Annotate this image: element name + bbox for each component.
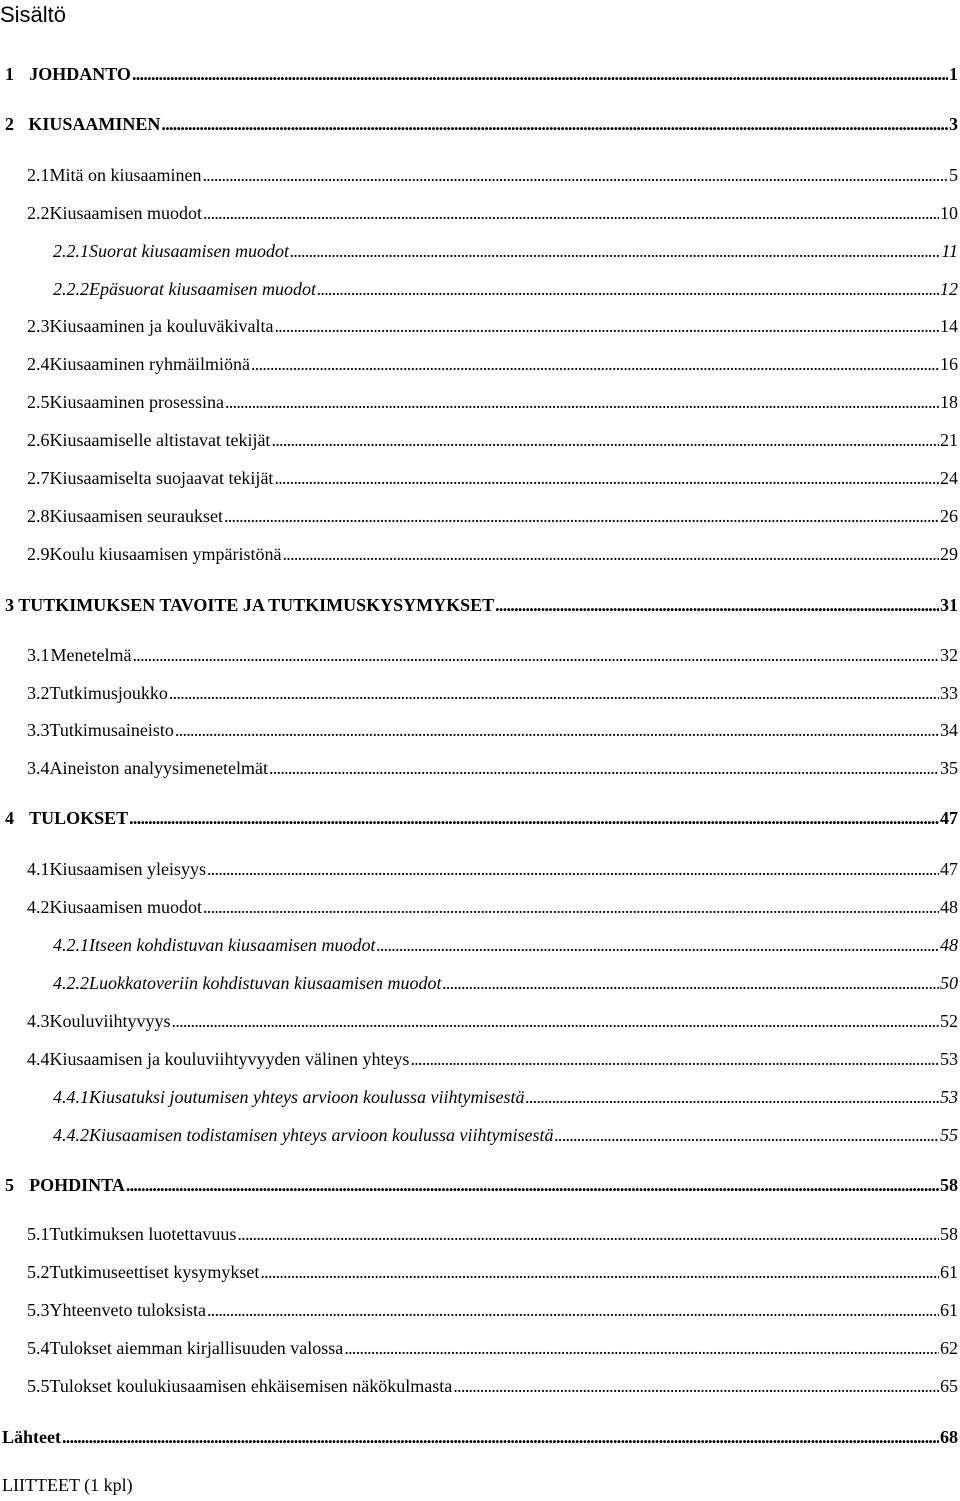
dot-leader xyxy=(237,1224,939,1245)
dot-leader xyxy=(129,808,939,829)
dot-leader xyxy=(161,114,948,135)
toc-entry[interactable] xyxy=(27,1338,958,1359)
toc-entry-page: 5 xyxy=(949,165,958,185)
dot-leader xyxy=(132,645,939,666)
toc-entry[interactable] xyxy=(27,468,958,489)
toc-entry-number: 4.4.2 xyxy=(53,1125,89,1145)
toc-entry-title: Kiusaaminen ja kouluväkivalta xyxy=(49,316,274,336)
toc-entry-page: 16 xyxy=(940,354,958,374)
toc-entry-number: 1 xyxy=(5,64,14,84)
toc-entry-page: 48 xyxy=(940,935,958,955)
toc-entry-title: Tulokset aiemman kirjallisuuden valossa xyxy=(49,1338,344,1358)
toc-entry[interactable] xyxy=(27,506,958,527)
dot-leader xyxy=(282,544,939,565)
toc-entry[interactable] xyxy=(27,392,958,413)
toc-entry-title: Kiusaaminen ryhmäilmiönä xyxy=(49,354,250,374)
toc-entry-number: 2.2.2 xyxy=(53,279,89,299)
toc-entry-number: 2.2.1 xyxy=(53,241,89,261)
toc-entry-number: 4.2.2 xyxy=(53,973,89,993)
toc-entry-number: 4 xyxy=(5,808,14,828)
toc-entry-page: 55 xyxy=(940,1125,958,1145)
toc-entry[interactable] xyxy=(5,114,958,135)
toc-entry-title: JOHDANTO xyxy=(29,64,131,84)
dot-leader xyxy=(554,1125,939,1146)
toc-entry-number: 5.1 xyxy=(27,1224,50,1244)
dot-leader xyxy=(203,897,939,918)
toc-entry-page: 31 xyxy=(940,595,958,615)
toc-entry[interactable] xyxy=(27,758,958,779)
attachments-note: LIITTEET (1 kpl) xyxy=(2,1475,133,1495)
dot-leader xyxy=(225,392,939,413)
toc-entry-title: Lähteet xyxy=(2,1427,61,1447)
toc-entry-page: 21 xyxy=(940,430,958,450)
toc-entry-page: 10 xyxy=(940,203,958,223)
toc-entry[interactable] xyxy=(27,720,958,741)
toc-entry[interactable] xyxy=(27,1376,958,1397)
toc-entry[interactable] xyxy=(27,354,958,375)
toc-entry-number: 3.1 xyxy=(27,645,50,665)
dot-leader xyxy=(260,1262,939,1283)
dot-leader xyxy=(207,1300,939,1321)
dot-leader xyxy=(344,1338,939,1359)
toc-entry[interactable] xyxy=(27,897,958,918)
toc-entry-number: 5.4 xyxy=(27,1338,50,1358)
dot-leader xyxy=(251,354,939,375)
toc-entry-number: 3 xyxy=(5,595,14,615)
toc-entry-number: 2.7 xyxy=(27,468,50,488)
toc-entry[interactable] xyxy=(2,1427,958,1448)
dot-leader xyxy=(169,683,939,704)
toc-entry-page: 58 xyxy=(940,1224,958,1244)
toc-entry-number: 2.1 xyxy=(27,165,50,185)
dot-leader xyxy=(271,430,939,451)
toc-entry-page: 53 xyxy=(940,1049,958,1069)
toc-entry-number: 2.3 xyxy=(27,316,50,336)
toc-entry-title: Kiusaamisen muodot xyxy=(49,897,202,917)
toc-entry-number: 4.4 xyxy=(27,1049,50,1069)
toc-entry-title: Luokkatoveriin kohdistuvan kiusaamisen muodot xyxy=(89,973,442,993)
toc-entry-title: Yhteenveto tuloksista xyxy=(49,1300,206,1320)
toc-entry-title: Itseen kohdistuvan kiusaamisen muodot xyxy=(89,935,376,955)
toc-entry-page: 58 xyxy=(940,1175,958,1195)
toc-entry[interactable] xyxy=(27,645,958,666)
toc-entry[interactable] xyxy=(53,1125,958,1146)
toc-entry-page: 52 xyxy=(940,1011,958,1031)
toc-entry-page: 65 xyxy=(940,1376,958,1396)
dot-leader xyxy=(290,241,940,262)
toc-entry-title: POHDINTA xyxy=(29,1175,125,1195)
toc-entry[interactable] xyxy=(53,1087,958,1108)
toc-entry[interactable] xyxy=(5,64,958,85)
dot-leader xyxy=(274,468,939,489)
toc-entry-page: 47 xyxy=(940,859,958,879)
toc-entry[interactable] xyxy=(5,595,958,616)
dot-leader xyxy=(274,316,939,337)
toc-entry-title: Kiusaamisen todistamisen yhteys arvioon koulussa viihtymisestä xyxy=(89,1125,554,1145)
toc-entry-title: Menetelmä xyxy=(50,645,132,665)
toc-entry[interactable] xyxy=(53,973,958,994)
toc-entry[interactable] xyxy=(27,316,958,337)
toc-entry-page: 11 xyxy=(941,241,958,261)
dot-leader xyxy=(207,859,939,880)
toc-entry-page: 24 xyxy=(940,468,958,488)
toc-entry-page: 62 xyxy=(940,1338,958,1358)
toc-entry-title: Suorat kiusaamisen muodot xyxy=(89,241,289,261)
toc-entry-title: Koulu kiusaamisen ympäristönä xyxy=(49,544,282,564)
toc-entry-number: 2.2 xyxy=(27,203,50,223)
toc-entry-number: 5.5 xyxy=(27,1376,50,1396)
toc-entry-page: 34 xyxy=(940,720,958,740)
toc-entry-number: 5 xyxy=(5,1175,14,1195)
toc-entry-page: 14 xyxy=(940,316,958,336)
toc-entry-number: 3.2 xyxy=(27,683,50,703)
toc-entry-number: 4.2.1 xyxy=(53,935,89,955)
toc-entry-number: 2.5 xyxy=(27,392,50,412)
dot-leader xyxy=(62,1427,939,1448)
toc-entry-number: 5.2 xyxy=(27,1262,50,1282)
dot-leader xyxy=(442,973,939,994)
toc-entry-page: 50 xyxy=(940,973,958,993)
toc-entry-page: 35 xyxy=(940,758,958,778)
toc-entry-title: Kiusaamisen muodot xyxy=(49,203,202,223)
toc-entry-number: 4.2 xyxy=(27,897,50,917)
toc-entry-number: 4.4.1 xyxy=(53,1087,89,1107)
toc-entry-number: 2.6 xyxy=(27,430,50,450)
dot-leader xyxy=(317,279,939,300)
toc-entry[interactable] xyxy=(53,241,958,262)
dot-leader xyxy=(525,1087,939,1108)
toc-entry-title: Tutkimusjoukko xyxy=(49,683,168,703)
toc-entry-page: 48 xyxy=(940,897,958,917)
toc-entry-page: 68 xyxy=(940,1427,958,1447)
dot-leader xyxy=(269,758,939,779)
toc-entry[interactable] xyxy=(27,1049,958,1070)
toc-entry[interactable] xyxy=(27,1300,958,1321)
toc-entry-title: Kouluviihtyvyys xyxy=(49,1011,171,1031)
toc-entry[interactable] xyxy=(27,203,958,224)
toc-entry-title: Kiusaamisen seuraukset xyxy=(49,506,223,526)
toc-entry-number: 2.8 xyxy=(27,506,50,526)
toc-entry[interactable] xyxy=(27,1224,958,1245)
toc-entry-page: 32 xyxy=(940,645,958,665)
toc-entry-title: Epäsuorat kiusaamisen muodot xyxy=(89,279,316,299)
dot-leader xyxy=(453,1376,939,1397)
toc-entry-title: Tutkimuseettiset kysymykset xyxy=(49,1262,260,1282)
dot-leader xyxy=(376,935,939,956)
toc-entry[interactable] xyxy=(27,1262,958,1283)
toc-entry-page: 12 xyxy=(940,279,958,299)
dot-leader xyxy=(126,1175,939,1196)
dot-leader xyxy=(175,720,939,741)
toc-entry-page: 61 xyxy=(940,1300,958,1320)
toc-entry-page: 26 xyxy=(940,506,958,526)
toc-entry[interactable] xyxy=(27,165,958,186)
toc-entry-title: Kiusaamiselta suojaavat tekijät xyxy=(49,468,274,488)
dot-leader xyxy=(224,506,939,527)
toc-entry-page: 53 xyxy=(940,1087,958,1107)
toc-entry-number: 4.1 xyxy=(27,859,50,879)
toc-entry-title: Kiusaamisen yleisyys xyxy=(49,859,206,879)
toc-entry-number: 2.9 xyxy=(27,544,50,564)
toc-entry-title: Kiusaamiselle altistavat tekijät xyxy=(49,430,271,450)
toc-entry-title: Aineiston analyysimenetelmät xyxy=(49,758,268,778)
toc-entry-page: 61 xyxy=(940,1262,958,1282)
toc-heading: Sisältö xyxy=(0,2,67,27)
toc-entry-title: Tulokset koulukiusaamisen ehkäisemisen näkökulmasta xyxy=(49,1376,453,1396)
dot-leader xyxy=(202,165,948,186)
toc-entry-page: 47 xyxy=(940,808,958,828)
toc-entry-title: Tutkimusaineisto xyxy=(49,720,174,740)
toc-entry-page: 1 xyxy=(949,64,958,84)
toc-entry[interactable] xyxy=(27,859,958,880)
dot-leader xyxy=(495,595,939,616)
toc-entry-number: 3.3 xyxy=(27,720,50,740)
toc-entry-title: KIUSAAMINEN xyxy=(28,114,161,134)
toc-entry-number: 5.3 xyxy=(27,1300,50,1320)
toc-entry[interactable] xyxy=(27,430,958,451)
toc-entry-title: TUTKIMUKSEN TAVOITE JA TUTKIMUSKYSYMYKSET xyxy=(18,595,495,615)
toc-entry-title: Kiusaaminen prosessina xyxy=(49,392,224,412)
dot-leader xyxy=(132,64,948,85)
toc-entry[interactable] xyxy=(5,1175,958,1196)
toc-entry-number: 2.4 xyxy=(27,354,50,374)
toc-entry[interactable] xyxy=(53,279,958,300)
toc-entry-number: 4.3 xyxy=(27,1011,50,1031)
toc-entry-title: Kiusaamisen ja kouluviihtyvyyden välinen yhteys xyxy=(49,1049,410,1069)
toc-entry-page: 33 xyxy=(940,683,958,703)
toc-entry-number: 2 xyxy=(5,114,14,134)
toc-entry-page: 3 xyxy=(949,114,958,134)
toc-entry[interactable] xyxy=(27,683,958,704)
toc-entry-title: Mitä on kiusaaminen xyxy=(49,165,202,185)
toc-entry-number: 3.4 xyxy=(27,758,50,778)
dot-leader xyxy=(203,203,939,224)
toc-entry-title: Kiusatuksi joutumisen yhteys arvioon koulussa viihtymisestä xyxy=(89,1087,525,1107)
dot-leader xyxy=(410,1049,939,1070)
toc-entry-title: TULOKSET xyxy=(29,808,129,828)
dot-leader xyxy=(172,1011,939,1032)
toc-entry[interactable] xyxy=(53,935,958,956)
toc-entry[interactable] xyxy=(27,1011,958,1032)
toc-entry-page: 18 xyxy=(940,392,958,412)
toc-entry[interactable] xyxy=(5,808,958,829)
toc-entry-title: Tutkimuksen luotettavuus xyxy=(49,1224,237,1244)
toc-entry-page: 29 xyxy=(940,544,958,564)
toc-entry[interactable] xyxy=(27,544,958,565)
